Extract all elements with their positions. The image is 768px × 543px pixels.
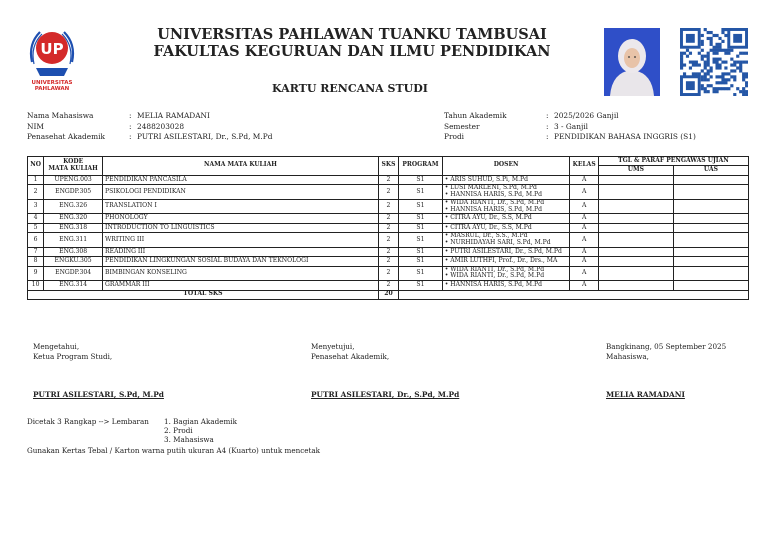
dosen-name: • WIDA RIANTI, Dr., S.Pd, M.Pd <box>444 272 545 280</box>
advisor-label: Penasehat Akademik <box>27 132 106 141</box>
header-sks: SKS <box>378 157 398 176</box>
cell-uas <box>673 281 748 290</box>
svg-text:UP: UP <box>40 40 64 58</box>
table-row <box>28 214 749 223</box>
dosen-name: • CITRA AYU, Dr., S.S, M.Pd <box>444 214 532 222</box>
cell-ums <box>598 266 673 281</box>
cell-kelas: A <box>570 281 598 290</box>
cell-code: UPENG.003 <box>44 175 103 184</box>
cell-sks: 2 <box>378 257 398 266</box>
academic-info: Tahun Akademik : 2025/2026 Ganjil Semester : 3 - Ganjil Prodi : PENDIDIKAN BAHASA INGGRIS (S1) <box>444 111 696 141</box>
header-dosen: DOSEN <box>442 157 570 176</box>
copy-list <box>164 417 237 445</box>
sig-right-line1: Bangkinang, 05 September 2025 <box>606 342 727 351</box>
cell-ums <box>598 185 673 200</box>
cell-name: BIMBINGAN KONSELING <box>103 266 379 281</box>
cell-sks: 2 <box>378 223 398 232</box>
cell-program: S1 <box>399 223 443 232</box>
cell-code: ENG.326 <box>44 199 103 214</box>
cell-ums <box>598 257 673 266</box>
nim-label: NIM <box>27 121 44 131</box>
cell-name: PENDIDIKAN LINGKUNGAN SOSIAL BUDAYA DAN TEKNOLOGI <box>103 257 379 266</box>
cell-dosen <box>442 257 570 266</box>
cell-program: S1 <box>399 266 443 281</box>
cell-uas <box>673 214 748 223</box>
cell-dosen <box>442 247 570 256</box>
cell-name: WRITING III <box>103 233 379 248</box>
cell-program: S1 <box>399 199 443 214</box>
prodi-value: PENDIDIKAN BAHASA INGGRIS (S1) <box>554 132 696 141</box>
total-row-empty <box>399 290 749 299</box>
dosen-name: • HANNISA HARIS, S.Pd, M.Pd <box>444 205 543 213</box>
header-uas: UAS <box>673 166 748 175</box>
dosen-name: • PUTRI ASILESTARI, Dr., S.Pd, M.Pd <box>444 247 562 255</box>
print-note: Dicetak 3 Rangkap --> Lembaran <box>27 417 149 426</box>
table-row <box>28 257 749 266</box>
cell-uas <box>673 199 748 214</box>
dosen-name: • HANNISA HARIS, S.Pd, M.Pd <box>444 280 543 288</box>
cell-uas <box>673 185 748 200</box>
header-program: PROGRAM <box>399 157 443 176</box>
cell-program: S1 <box>399 257 443 266</box>
cell-kelas: A <box>570 199 598 214</box>
cell-no: 5 <box>28 223 44 232</box>
name-label: Nama Mahasiswa <box>27 111 94 120</box>
cell-sks: 2 <box>378 266 398 281</box>
university-title: UNIVERSITAS PAHLAWAN TUANKU TAMBUSAI <box>157 26 547 43</box>
sig-left-line1: Mengetahui, <box>33 342 80 351</box>
table-row <box>28 281 749 290</box>
cell-program: S1 <box>399 214 443 223</box>
signature-advisor <box>311 342 389 362</box>
signature-prodi <box>33 342 112 362</box>
cell-ums <box>598 223 673 232</box>
cell-code: ENG.318 <box>44 223 103 232</box>
cell-dosen <box>442 266 570 281</box>
cell-code: ENG.311 <box>44 233 103 248</box>
cell-sks: 2 <box>378 247 398 256</box>
cell-no: 7 <box>28 247 44 256</box>
student-photo <box>604 28 660 96</box>
cell-uas <box>673 257 748 266</box>
cell-no: 9 <box>28 266 44 281</box>
cell-name: GRAMMAR III <box>103 281 379 290</box>
copy-item-1: 1. Bagian Akademik <box>164 417 237 426</box>
sig-right-line2: Mahasiswa, <box>606 352 649 361</box>
year-label: Tahun Akademik <box>444 111 507 120</box>
student-nim: 2488203028 <box>137 121 185 131</box>
sig-mid-line2: Penasehat Akademik, <box>311 352 390 361</box>
paper-note: Gunakan Kertas Tebal / Karton warna putih ukuran A4 (Kuarto) untuk mencetak <box>27 446 321 455</box>
table-row <box>28 199 749 214</box>
copy-item-3: 3. Mahasiswa <box>164 435 214 445</box>
cell-program: S1 <box>399 233 443 248</box>
cell-kelas: A <box>570 223 598 232</box>
table-row <box>28 175 749 184</box>
copy-item-2: 2. Prodi <box>164 426 193 436</box>
cell-dosen <box>442 185 570 200</box>
semester-label: Semester <box>444 121 480 131</box>
academic-year: 2025/2026 Ganjil <box>554 111 619 120</box>
total-sks-value: 20 <box>378 290 398 299</box>
course-table <box>27 156 749 300</box>
cell-program: S1 <box>399 247 443 256</box>
cell-ums <box>598 233 673 248</box>
header-course-name: NAMA MATA KULIAH <box>103 157 379 176</box>
prodi-label: Prodi <box>444 132 465 141</box>
dosen-name: • AMIR LUTHFI, Prof., Dr., Drs., MA <box>444 256 558 264</box>
cell-sks: 2 <box>378 214 398 223</box>
dosen-name: • NURHIDAYAH SARI, S.Pd, M.Pd <box>444 238 551 246</box>
cell-dosen <box>442 214 570 223</box>
table-row <box>28 223 749 232</box>
cell-no: 3 <box>28 199 44 214</box>
cell-name: READING III <box>103 247 379 256</box>
sig-mid-name: PUTRI ASILESTARI, Dr., S.Pd, M.Pd <box>311 390 460 399</box>
cell-uas <box>673 233 748 248</box>
sig-mid-line1: Menyetujui, <box>311 342 355 351</box>
cell-kelas: A <box>570 257 598 266</box>
cell-kelas: A <box>570 175 598 184</box>
header-ums: UMS <box>598 166 673 175</box>
cell-kelas: A <box>570 247 598 256</box>
cell-no: 10 <box>28 281 44 290</box>
sig-left-line2: Ketua Program Studi, <box>33 352 113 361</box>
sig-right-name: MELIA RAMADANI <box>606 390 685 399</box>
cell-name: PENDIDIKAN PANCASILA <box>103 175 379 184</box>
cell-name: PHONOLOGY <box>103 214 379 223</box>
cell-program: S1 <box>399 281 443 290</box>
total-row <box>28 290 749 299</box>
cell-dosen <box>442 233 570 248</box>
table-row <box>28 185 749 200</box>
student-name: MELIA RAMADANI <box>137 111 210 120</box>
cell-no: 8 <box>28 257 44 266</box>
dosen-name: • HANNISA HARIS, S.Pd, M.Pd <box>444 190 543 198</box>
cell-kelas: A <box>570 233 598 248</box>
cell-kelas: A <box>570 266 598 281</box>
cell-name: PSIKOLOGI PENDIDIKAN <box>103 185 379 200</box>
cell-code: ENG.314 <box>44 281 103 290</box>
faculty-title: FAKULTAS KEGURUAN DAN ILMU PENDIDIKAN <box>153 43 551 60</box>
table-header-row <box>28 157 749 166</box>
cell-uas <box>673 247 748 256</box>
student-advisor: PUTRI ASILESTARI, Dr., S.Pd, M.Pd <box>137 132 273 141</box>
dosen-name: • WIDA RIANTI, Dr., S.Pd, M.Pd <box>444 198 545 206</box>
cell-ums <box>598 281 673 290</box>
cell-code: ENG.308 <box>44 247 103 256</box>
cell-program: S1 <box>399 185 443 200</box>
cell-name: TRANSLATION I <box>103 199 379 214</box>
cell-no: 4 <box>28 214 44 223</box>
cell-uas <box>673 266 748 281</box>
cell-ums <box>598 214 673 223</box>
cell-sks: 2 <box>378 281 398 290</box>
cell-sks: 2 <box>378 233 398 248</box>
dosen-name: • ARIS SUHUD, S.Pi, M.Pd <box>444 175 529 183</box>
header-code-line2: MATA KULIAH <box>48 164 98 172</box>
cell-kelas: A <box>570 185 598 200</box>
dosen-name: • MASRUL, Dr., S.S., M.Pd <box>444 232 528 240</box>
cell-code: ENG.320 <box>44 214 103 223</box>
cell-code: ENGKU.305 <box>44 257 103 266</box>
cell-sks: 2 <box>378 175 398 184</box>
cell-ums <box>598 175 673 184</box>
cell-kelas: A <box>570 214 598 223</box>
cell-no: 2 <box>28 185 44 200</box>
cell-uas <box>673 223 748 232</box>
cell-program: S1 <box>399 175 443 184</box>
header-code-line1: KODE <box>63 158 84 166</box>
cell-no: 6 <box>28 233 44 248</box>
table-row <box>28 247 749 256</box>
cell-dosen <box>442 199 570 214</box>
logo-text: UNIVERSITAS PAHLAWAN <box>31 80 73 92</box>
sig-left-name: PUTRI ASILESTARI, S.Pd, M.Pd <box>33 390 164 399</box>
dosen-name: • WIDA RIANTI, Dr., S.Pd, M.Pd <box>444 265 545 273</box>
cell-ums <box>598 199 673 214</box>
total-sks-label: TOTAL SKS <box>28 290 379 299</box>
cell-uas <box>673 175 748 184</box>
header-no: NO <box>28 157 44 176</box>
student-info: Nama Mahasiswa : MELIA RAMADANI NIM : 2488203028 Penasehat Akademik : PUTRI ASILESTARI, Dr., S.Pd, M.Pd <box>27 111 273 141</box>
table-row <box>28 233 749 248</box>
course-table-body <box>28 175 749 290</box>
header-exam: TGL & PARAF PENGAWAS UJIAN <box>598 157 748 166</box>
signature-student <box>606 342 726 362</box>
header-kelas: KELAS <box>570 157 598 176</box>
table-row <box>28 266 749 281</box>
cell-code: ENGDP.304 <box>44 266 103 281</box>
semester-value: 3 - Ganjil <box>554 121 588 131</box>
dosen-name: • CITRA AYU, Dr., S.S, M.Pd <box>444 223 532 231</box>
header-code <box>44 157 103 176</box>
qr-code <box>680 28 748 96</box>
document-title: KARTU RENCANA STUDI <box>272 82 428 95</box>
cell-dosen <box>442 281 570 290</box>
cell-name: INTRODUCTION TO LINGUISTICS <box>103 223 379 232</box>
cell-no: 1 <box>28 175 44 184</box>
cell-sks: 2 <box>378 199 398 214</box>
cell-ums <box>598 247 673 256</box>
cell-sks: 2 <box>378 185 398 200</box>
dosen-name: • LUSI MARLENI, S.Pd, M.Pd <box>444 184 537 192</box>
cell-code: ENGDP.305 <box>44 185 103 200</box>
